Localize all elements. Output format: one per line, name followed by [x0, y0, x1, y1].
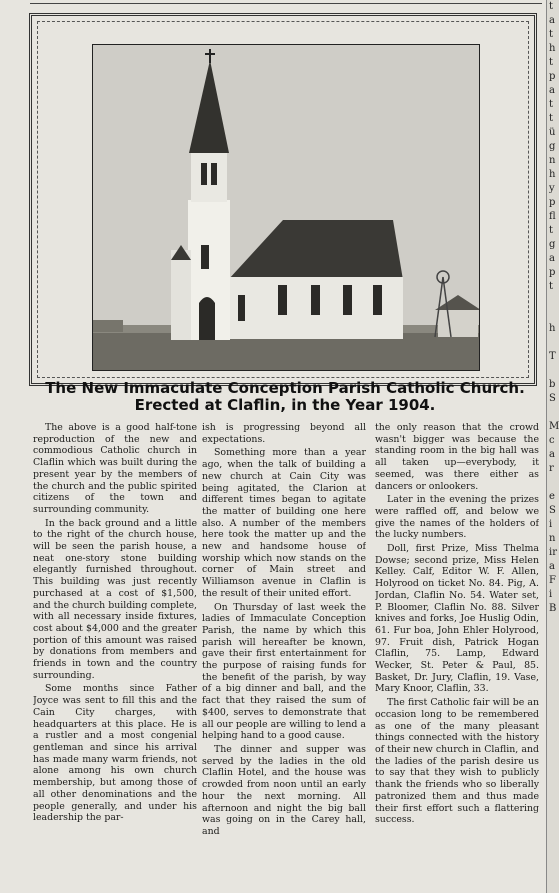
strip-fragment — [547, 476, 559, 490]
strip-fragment: g — [549, 141, 556, 152]
adjacent-column-fragment — [546, 0, 559, 893]
strip-fragment — [547, 294, 559, 308]
strip-fragment: ir — [549, 547, 557, 558]
strip-fragment: t — [549, 1, 554, 12]
top-rule — [30, 3, 542, 4]
strip-fragment: t — [549, 225, 554, 236]
strip-fragment: a — [549, 561, 555, 572]
strip-fragment: t — [549, 113, 554, 124]
paragraph: The first Catholic fair will be an occasion long to be remembered as one of the many pleasant things connected with the history of their new church in Claflin, and the ladies of the parish desire us to say that they wish to publicly thank the friends who so liberally patronized them and thus made their first effort such a flattering success. — [375, 697, 539, 826]
strip-fragment: t — [549, 29, 554, 40]
headline — [35, 380, 535, 414]
strip-fragment: p — [549, 267, 556, 278]
strip-fragment: a — [549, 253, 555, 264]
paragraph: On Thursday of last week the ladies of Immaculate Conception Parish, the name by which this parish will hereafter be known, gave their first entertainment for the purpose of raising funds for the benefit of the parish, by way of a big dinner and ball, and the fact that they raised the sum of $400, serves to demonstrate that all our people are willing to lend a helping hand to a good cause. — [202, 601, 366, 742]
strip-fragment: t — [549, 57, 554, 68]
paragraph: the only reason that the crowd wasn't bigger was because the standing room in the big hall was all taken up—everybody, it seemed, was there either as dancers or onlookers. — [375, 422, 539, 492]
article-column-3 — [375, 422, 539, 890]
strip-fragment: a — [549, 449, 555, 460]
paragraph: Some months since Father Joyce was sent to fill this and the Cain City charges, with headquarters at this place. He is a rustler and a most congenial gentleman and since his arrival has made many warm friends, not alone among his own church membership, but among those of all other denominations and the people generally, and under his leadership the par- — [33, 683, 197, 824]
strip-fragment: B — [549, 603, 557, 614]
church-photo — [92, 44, 480, 371]
strip-fragment: t — [549, 281, 554, 292]
paragraph: The dinner and supper was served by the ladies in the old Claflin Hotel, and the house was crowded from noon until an early hour the next morning. All afternoon and night the big ball was going on in the Carey hall, and — [202, 743, 366, 837]
strip-fragment: M — [549, 421, 559, 432]
strip-fragment: a — [549, 15, 555, 26]
paragraph: Later in the evening the prizes were raffled off, and below we give the names of the holders of the lucky numbers. — [375, 494, 539, 541]
strip-fragment: h — [549, 323, 556, 334]
strip-fragment: h — [549, 43, 556, 54]
strip-fragment: a — [549, 85, 555, 96]
strip-fragment: r — [549, 463, 554, 474]
strip-fragment: y — [549, 183, 555, 194]
headline-line-2: Erected at Claflin, in the Year 1904. — [134, 396, 436, 414]
strip-fragment: S — [549, 393, 556, 404]
strip-fragment: ü — [549, 127, 556, 138]
strip-fragment: n — [549, 155, 556, 166]
strip-fragment: p — [549, 71, 556, 82]
strip-fragment: c — [549, 435, 555, 446]
article-column-1 — [33, 422, 197, 890]
strip-fragment: T — [549, 351, 556, 362]
strip-fragment: h — [549, 169, 556, 180]
strip-fragment — [547, 308, 559, 322]
strip-fragment: e — [549, 491, 555, 502]
strip-fragment: t — [549, 99, 554, 110]
strip-fragment: p — [549, 197, 556, 208]
strip-fragment: g — [549, 239, 556, 250]
paragraph: Doll, first Prize, Miss Thelma Dowse; second prize, Miss Helen Kelley. Calf, Editor W. F. Allen, Holyrood on ticket No. 84. Pig, A. Jordan, Claflin No. 54. Water set, P. Bloomer, Claflin No. 88. Silver knives and forks, Joe Huslig Odin, 61. Fur boa, John Ehler Holyrood, 97. Fruit dish, Patrick Hogan Claflin, 75. Lamp, Edward Wecker, St. Peter & Paul, 85. Basket, Dr. Jury, Claflin, 19. Vase, Mary Knoor, Claflin, 33. — [375, 543, 539, 695]
strip-fragment: b — [549, 379, 556, 390]
paragraph: The above is a good half-tone reproduction of the new and commodious Catholic church in Claflin which was built during the present year by the members of the church and the public spirited citizens of the town and surrounding community. — [33, 422, 197, 515]
headline-line-1: The New Immaculate Conception Parish Catholic Church. — [45, 379, 525, 397]
strip-fragment: S — [549, 505, 556, 516]
strip-fragment — [547, 406, 559, 420]
article-column-2 — [202, 422, 366, 890]
strip-fragment: fl — [549, 211, 556, 222]
paragraph: In the back ground and a little to the right of the church house, will be seen the parish house, a neat one-story stone building elegantly furnished throughout. This building was just recently purchased at a cost of $1,500, and the church building complete, with all necessary inside fixtures, cost about $4,000 and the greater portion of this amount was raised by donations from members and friends in town and the country surrounding. — [33, 517, 197, 681]
paragraph: Something more than a year ago, when the talk of building a new church at Cain City was being agitated, the Clarion at different times began to agitate the matter of building one here also. A number of the members here took the matter up and the new and handsome house of worship which now stands on the corner of Main street and Williamson avenue in Claflin is the result of their united effort. — [202, 447, 366, 599]
strip-fragment: n — [549, 533, 556, 544]
strip-fragment: i — [549, 589, 553, 600]
strip-fragment: F — [549, 575, 556, 586]
strip-fragment — [547, 364, 559, 378]
parish-house — [438, 307, 478, 337]
church-illustration — [93, 45, 479, 370]
strip-fragment — [547, 336, 559, 350]
strip-fragment: i — [549, 519, 553, 530]
church-door — [199, 297, 215, 340]
paragraph: ish is progressing beyond all expectations. — [202, 422, 366, 445]
